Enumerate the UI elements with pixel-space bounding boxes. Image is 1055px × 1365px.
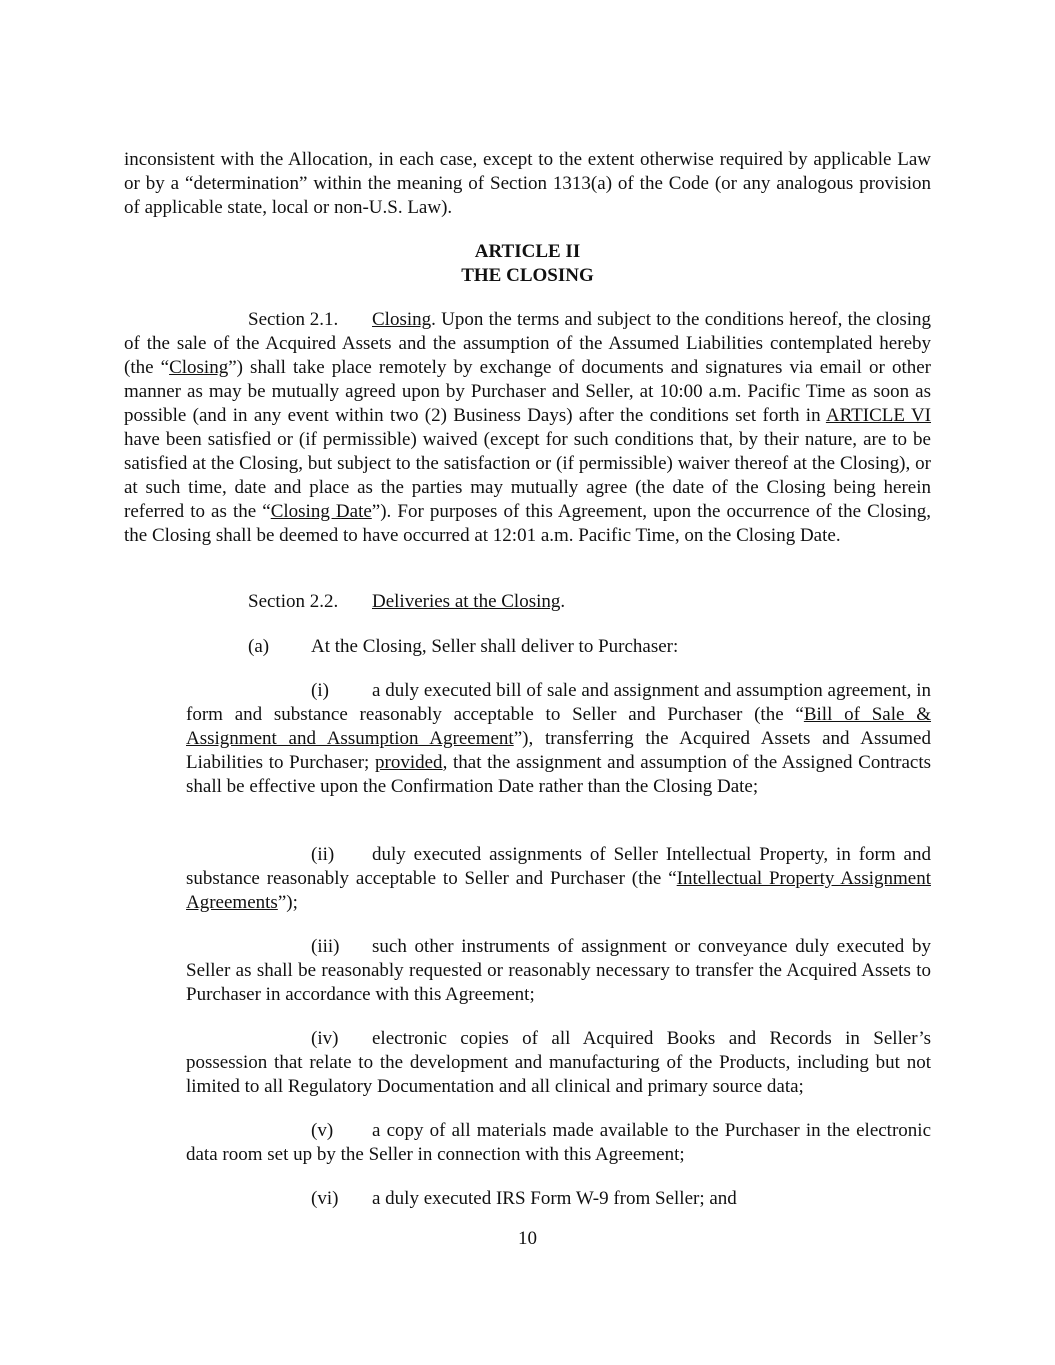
item-i bbox=[186, 679, 931, 799]
text: . Upon the terms and subject to the conditions hereof, the closing of the sale of the Acquired Assets and the assumption of the Assumed Liabilities contemplated hereby (the “ bbox=[124, 309, 931, 378]
item-ii bbox=[186, 843, 931, 915]
article-title: THE CLOSING bbox=[461, 265, 594, 286]
item-label: (v) bbox=[311, 1120, 334, 1141]
text: such other instruments of assignment or conveyance duly executed by Seller as shall be reasonably requested or reasonably necessary to transfer the Acquired Assets to Purchaser in accordance with this Agreement; bbox=[186, 936, 931, 1005]
item-label: (vi) bbox=[311, 1188, 339, 1209]
section-2-2 bbox=[124, 590, 931, 614]
article-number: ARTICLE II bbox=[474, 241, 581, 262]
text: At the Closing, Seller shall deliver to Purchaser: bbox=[311, 636, 679, 657]
clause-label: (a) bbox=[248, 636, 270, 657]
text: a duly executed bill of sale and assignment and assumption agreement, in form and substance reasonably acceptable to Seller and Purchaser (the “ bbox=[186, 680, 931, 725]
text: . bbox=[560, 591, 566, 612]
page-number: 10 bbox=[518, 1228, 537, 1249]
text: ”); bbox=[277, 892, 298, 913]
section-label: Section 2.2. bbox=[248, 591, 339, 612]
text: ”). For purposes of this Agreement, upon the occurrence of the Closing, the Closing shall be deemed to have occurred at 12:01 a.m. Pacific Time, on the Closing Date. bbox=[124, 501, 931, 546]
emphasis: provided bbox=[375, 752, 443, 773]
defined-term: Bill of Sale & Assignment and Assumption Agreement bbox=[186, 704, 932, 749]
text: electronic copies of all Acquired Books and Records in Seller’s possession that relate to the development and manufacturing of the Products, including but not limited to all Regulatory Documentation and all clinical and primary source data; bbox=[186, 1028, 931, 1097]
intro-paragraph: inconsistent with the Allocation, in each case, except to the extent otherwise required by applicable Law or by a “determination” within the meaning of Section 1313(a) of the Code (or any analogous provision of applicable state, local or non-U.S. Law). bbox=[124, 149, 931, 218]
cross-reference-link: ARTICLE VI bbox=[825, 405, 932, 426]
item-label: (ii) bbox=[311, 844, 335, 865]
text: , that the assignment and assumption of the Assigned Contracts shall be effective upon the Confirmation Date rather than the Closing Date; bbox=[186, 752, 932, 797]
item-iii bbox=[186, 935, 931, 1007]
item-label: (iv) bbox=[311, 1028, 339, 1049]
section-heading: Deliveries at the Closing bbox=[372, 591, 561, 612]
text: a duly executed IRS Form W-9 from Seller; and bbox=[372, 1188, 737, 1209]
section-heading: Closing bbox=[372, 309, 432, 330]
section-2-1 bbox=[124, 308, 931, 548]
text: a copy of all materials made available to the Purchaser in the electronic data room set up by the Seller in connection with this Agreement; bbox=[186, 1120, 931, 1165]
text: duly executed assignments of Seller Intellectual Property, in form and substance reasonably acceptable to Seller and Purchaser (the “ bbox=[186, 844, 931, 889]
section-label: Section 2.1. bbox=[248, 309, 339, 330]
text: ”) shall take place remotely by exchange of documents and signatures via email or other manner as may be mutually agreed upon by Purchaser and Seller, at 10:00 a.m. Pacific Time as soon as possible (and in any event within two (2) Business Days) after the conditions set forth in bbox=[124, 357, 932, 426]
item-v bbox=[186, 1119, 931, 1167]
item-label: (i) bbox=[311, 680, 329, 701]
text: ”), transferring the Acquired Assets and Assumed Liabilities to Purchaser; bbox=[186, 728, 931, 773]
item-iv bbox=[186, 1027, 931, 1099]
text: have been satisfied or (if permissible) waived (except for such conditions that, by their nature, are to be satisfied at the Closing, but subject to the satisfaction or (if permissible) waiver thereof at the Closing), or at such time, date and place as the parties may mutually agree (the date of the Closing being herein referred to as the “ bbox=[124, 429, 931, 522]
article-heading bbox=[124, 240, 931, 288]
item-vi bbox=[186, 1187, 931, 1211]
defined-term: Closing Date bbox=[270, 501, 372, 522]
defined-term: Intellectual Property Assignment Agreements bbox=[186, 868, 931, 913]
item-label: (iii) bbox=[311, 936, 340, 957]
defined-term: Closing bbox=[169, 357, 229, 378]
clause-a bbox=[124, 635, 931, 659]
